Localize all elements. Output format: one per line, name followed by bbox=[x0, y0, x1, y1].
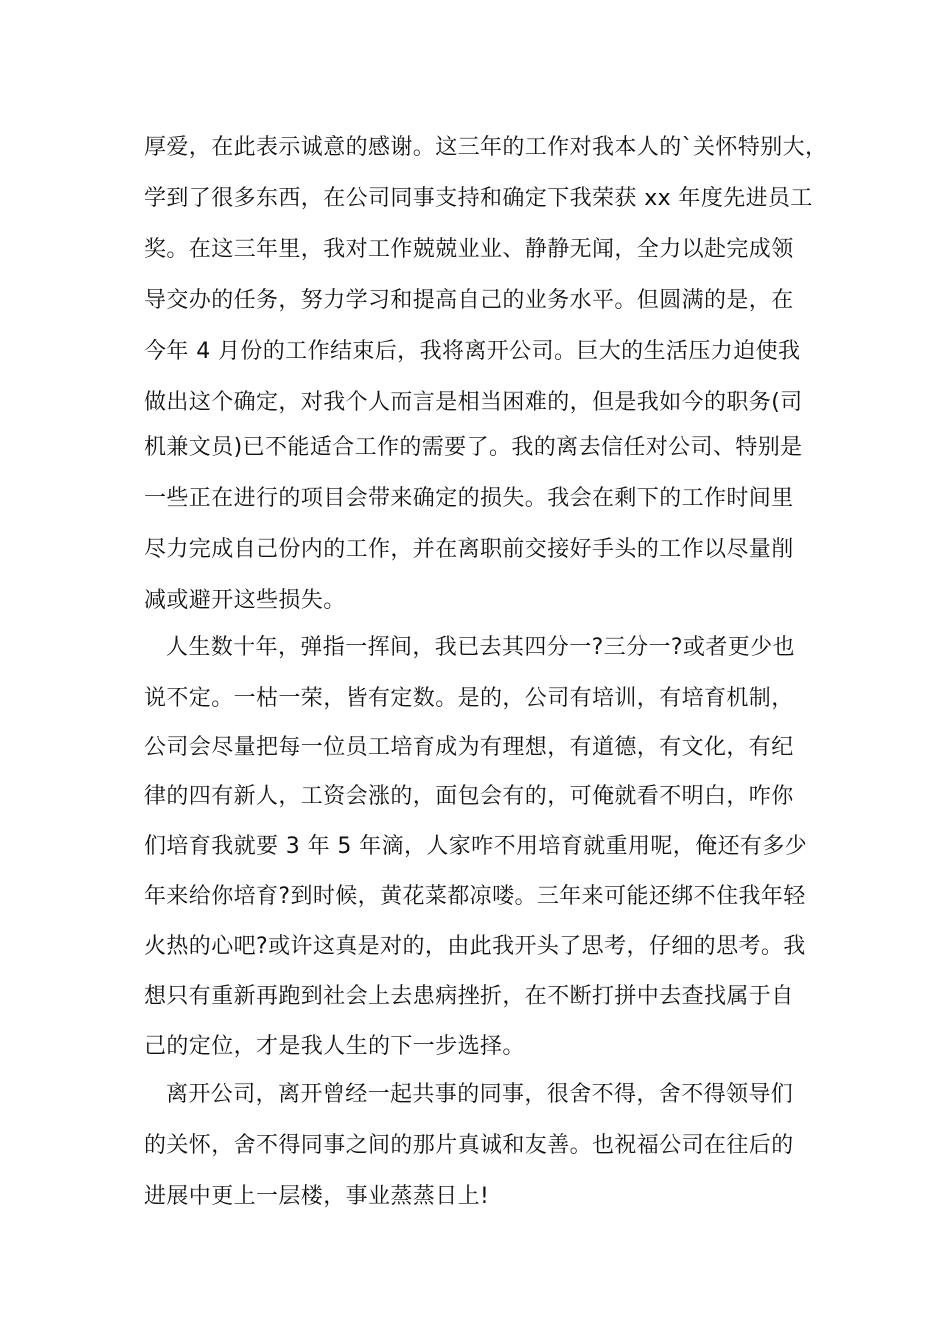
paragraph-start-line: 离开公司，离开曾经一起共事的同事，很舍不得，舍不得领导们 bbox=[166, 1082, 794, 1107]
text-line: 说不定。一枯一荣，皆有定数。是的，公司有培训，有培育机制， bbox=[144, 686, 794, 711]
text-line: 尽力完成自己份内的工作，并在离职前交接好手头的工作以尽量削 bbox=[144, 537, 794, 562]
text-line: 做出这个确定，对我个人而言是相当困难的，但是我如今的职务(司 bbox=[144, 390, 803, 415]
text-line: 火热的心吧?或许这真是对的，由此我开头了思考，仔细的思考。我 bbox=[144, 934, 806, 959]
text-line: 一些正在进行的项目会带来确定的损失。我会在剩下的工作时间里 bbox=[144, 486, 794, 511]
text-line: 己的定位，才是我人生的下一步选择。 bbox=[144, 1034, 525, 1059]
text-line: 减或避开这些损失。 bbox=[144, 588, 346, 613]
text-line: 机兼文员)已不能适合工作的需要了。我的离去信任对公司、特别是 bbox=[144, 435, 803, 460]
text-line: 厚爱，在此表示诚意的感谢。这三年的工作对我本人的`关怀特别大， bbox=[144, 135, 828, 160]
paragraph-start-line: 人生数十年，弹指一挥间，我已去其四分一?三分一?或者更少也 bbox=[166, 635, 795, 660]
text-line: 今年 4 月份的工作结束后，我将离开公司。巨大的生活压力迫使我 bbox=[144, 339, 801, 364]
text-line: 导交办的任务，努力学习和提高自己的业务水平。但圆满的是，在 bbox=[144, 288, 794, 313]
text-line: 的关怀，舍不得同事之间的那片真诚和友善。也祝福公司在往后的 bbox=[144, 1133, 794, 1158]
text-line: 奖。在这三年里，我对工作兢兢业业、静静无闻，全力以赴完成领 bbox=[144, 237, 794, 262]
text-line: 律的四有新人，工资会涨的，面包会有的，可俺就看不明白，咋你 bbox=[144, 784, 794, 809]
text-line: 学到了很多东西，在公司同事支持和确定下我荣获 xx 年度先进员工 bbox=[144, 186, 813, 211]
text-line: 们培育我就要 3 年 5 年滴，人家咋不用培育就重用呢，俺还有多少 bbox=[144, 834, 808, 859]
text-line: 想只有重新再跑到社会上去患病挫折，在不断打拼中去查找属于自 bbox=[144, 984, 794, 1009]
text-line: 进展中更上一层楼，事业蒸蒸日上! bbox=[144, 1184, 490, 1209]
text-line: 年来给你培育?到时候，黄花菜都凉喽。三年来可能还绑不住我年轻 bbox=[144, 884, 806, 909]
text-line: 公司会尽量把每一位员工培育成为有理想，有道德，有文化，有纪 bbox=[144, 735, 794, 760]
